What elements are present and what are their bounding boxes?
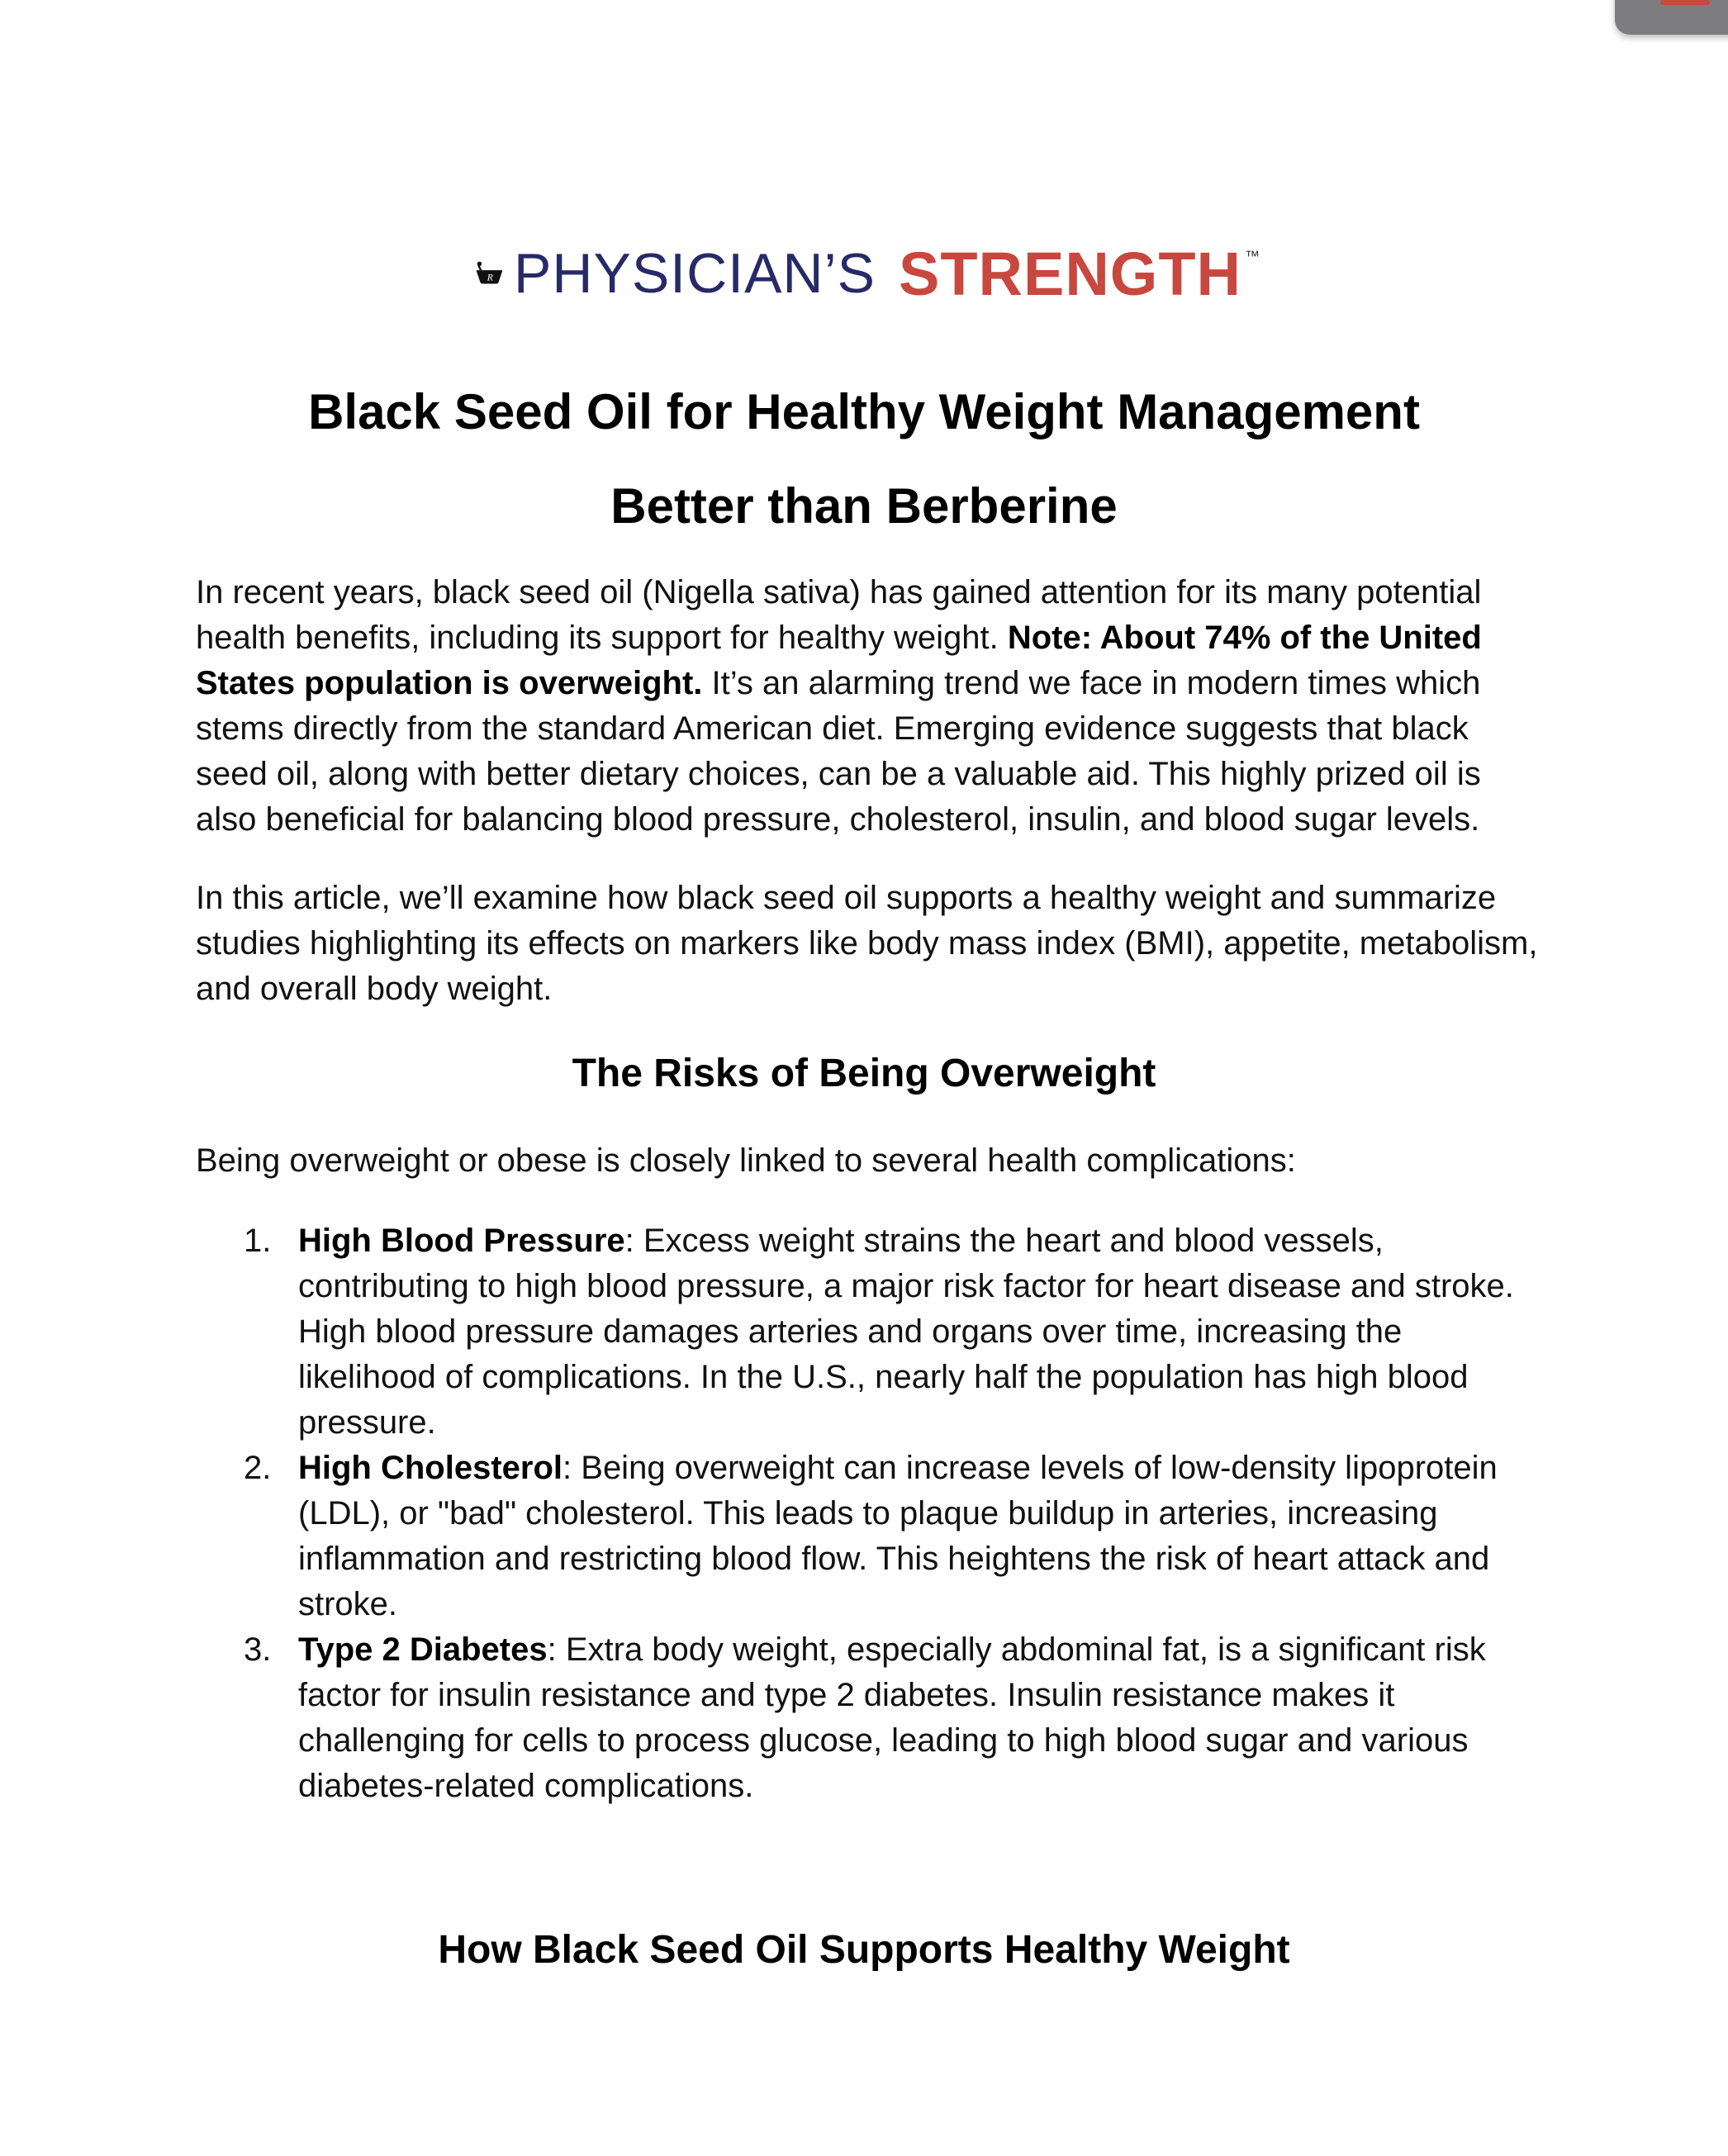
page-subtitle: Better than Berberine <box>610 478 1118 534</box>
brand-logo <box>475 236 1260 311</box>
article-intro-paragraph: In this article, we’ll examine how black seed oil supports a healthy weight and summarize studies highlighting its effects on markers like body mass index (BMI), appetite, metabolism, and overall body weight. <box>196 880 1538 1007</box>
trademark-symbol: ™ <box>1245 248 1260 264</box>
intro-paragraph <box>196 570 1542 843</box>
list-item <box>196 1446 1542 1627</box>
rx-symbol: R <box>487 272 493 283</box>
intro-statistic-note: Note: About 74% of the United States population is overweight. <box>196 620 1482 701</box>
risk-description: : Extra body weight, especially abdominal fat, is a significant risk factor for insulin resistance and type 2 diabetes. Insulin resistance makes it challenging for cells to process glucose, leading to high blood sugar and various diabetes-related complications. <box>298 1631 1486 1804</box>
risk-description: : Excess weight strains the heart and blood vessels, contributing to high blood pressure, a major risk factor for heart disease and stroke. High blood pressure damages arteries and organs over time, increasing the likelihood of complications. In the U.S., nearly half the population has high blood pressure. <box>298 1223 1514 1441</box>
risk-title: High Cholesterol <box>298 1450 563 1486</box>
risk-title: High Blood Pressure <box>298 1223 625 1259</box>
list-number: 3. <box>244 1631 272 1668</box>
window-corner-tab[interactable] <box>1615 0 1728 35</box>
intro-text-start: In recent years, black seed oil (Nigella sativa) has gained attention for its many potential health benefits, including its support for healthy weight. <box>196 574 1482 656</box>
risks-heading: The Risks of Being Overweight <box>572 1052 1156 1095</box>
logo-word-strength: STRENGTH <box>899 239 1241 308</box>
support-heading: How Black Seed Oil Supports Healthy Weight <box>438 1928 1290 1972</box>
page-title: Black Seed Oil for Healthy Weight Management <box>308 384 1420 439</box>
risk-description: : Being overweight can increase levels of low-density lipoprotein (LDL), or "bad" cholesterol. This leads to plaque buildup in arteries, increasing inflammation and restricting blood flow. This heightens the risk of heart attack and stroke. <box>298 1450 1498 1622</box>
mortar-pestle-icon <box>475 240 504 306</box>
risks-lead-paragraph: Being overweight or obese is closely linked to several health complications: <box>196 1142 1296 1179</box>
intro-text-end: It’s an alarming trend we face in modern times which stems directly from the standard American diet. Emerging evidence suggests that black seed oil, along with better dietary choices, can be a valuable aid. This highly prized oil is also beneficial for balancing blood pressure, cholesterol, insulin, and blood sugar levels. <box>196 665 1481 838</box>
corner-tab-accent <box>1660 0 1710 5</box>
list-number: 1. <box>244 1223 272 1259</box>
list-number: 2. <box>244 1450 272 1486</box>
risk-title: Type 2 Diabetes <box>298 1631 548 1668</box>
list-item <box>196 1627 1542 1809</box>
risks-list <box>196 1218 1542 1809</box>
logo-word-physicians: PHYSICIAN’S <box>514 242 876 305</box>
list-item <box>196 1218 1542 1446</box>
